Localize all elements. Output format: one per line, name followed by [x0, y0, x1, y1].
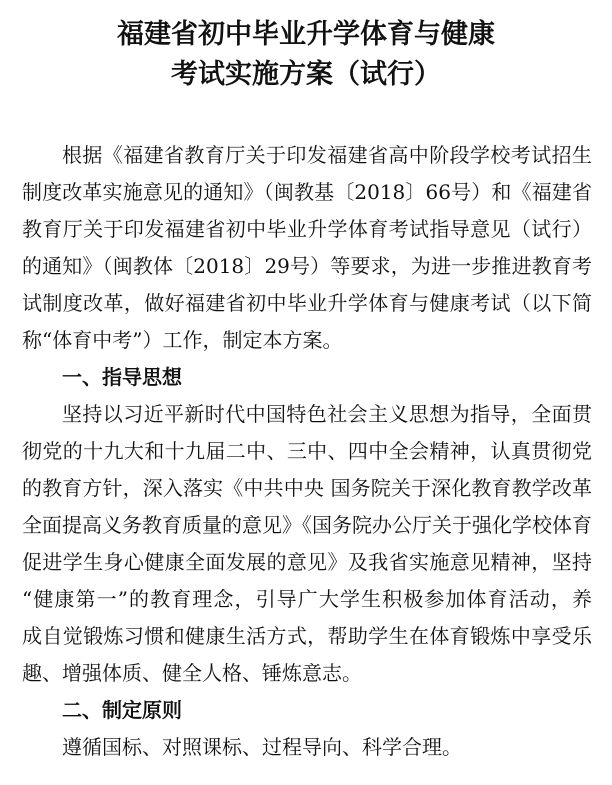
- paragraph-line: 促进学生身心健康全面发展的意见》及我省实施意见精神，坚持: [22, 550, 592, 574]
- document-title-line-2: 考试实施方案（试行）: [171, 59, 441, 90]
- paragraph-line: “健康第一”的教育理念，引导广大学生积极参加体育活动，养: [22, 587, 592, 611]
- paragraph-line: 遵循国标、对照课标、过程导向、科学合理。: [62, 735, 462, 759]
- paragraph-line: 全面提高义务教育质量的意见》《国务院办公厅关于强化学校体育: [22, 513, 592, 537]
- paragraph-line: 趣、增强体质、健全人格、锤炼意志。: [22, 661, 362, 685]
- paragraph-line: 彻党的十九大和十九届二中、三中、四中全会精神，认真贯彻党: [22, 439, 592, 463]
- document-title-line-1: 福建省初中毕业升学体育与健康: [117, 19, 495, 50]
- paragraph-line: 教育厅关于印发福建省初中毕业升学体育考试指导意见（试行）: [22, 217, 592, 241]
- paragraph-line: 成自觉锻炼习惯和健康生活方式，帮助学生在体育锻炼中享受乐: [22, 624, 592, 648]
- paragraph-line: 试制度改革，做好福建省初中毕业升学体育与健康考试（以下简: [22, 291, 592, 315]
- paragraph-line: 坚持以习近平新时代中国特色社会主义思想为指导，全面贯: [62, 402, 592, 426]
- paragraph-line: 制度改革实施意见的通知》（闽教基〔2018〕66号）和《福建省: [22, 180, 592, 204]
- paragraph-line: 的教育方针，深入落实《中共中央 国务院关于深化教育教学改革: [22, 476, 592, 500]
- paragraph-line: 的通知》（闽教体〔2018〕29号）等要求，为进一步推进教育考: [22, 254, 592, 278]
- section-heading-guiding-ideology: 一、指导思想: [62, 365, 182, 389]
- paragraph-line: 称“体育中考”）工作，制定本方案。: [22, 328, 343, 352]
- paragraph-line: 根据《福建省教育厅关于印发福建省高中阶段学校考试招生: [62, 143, 592, 167]
- section-heading-principles: 二、制定原则: [62, 698, 182, 722]
